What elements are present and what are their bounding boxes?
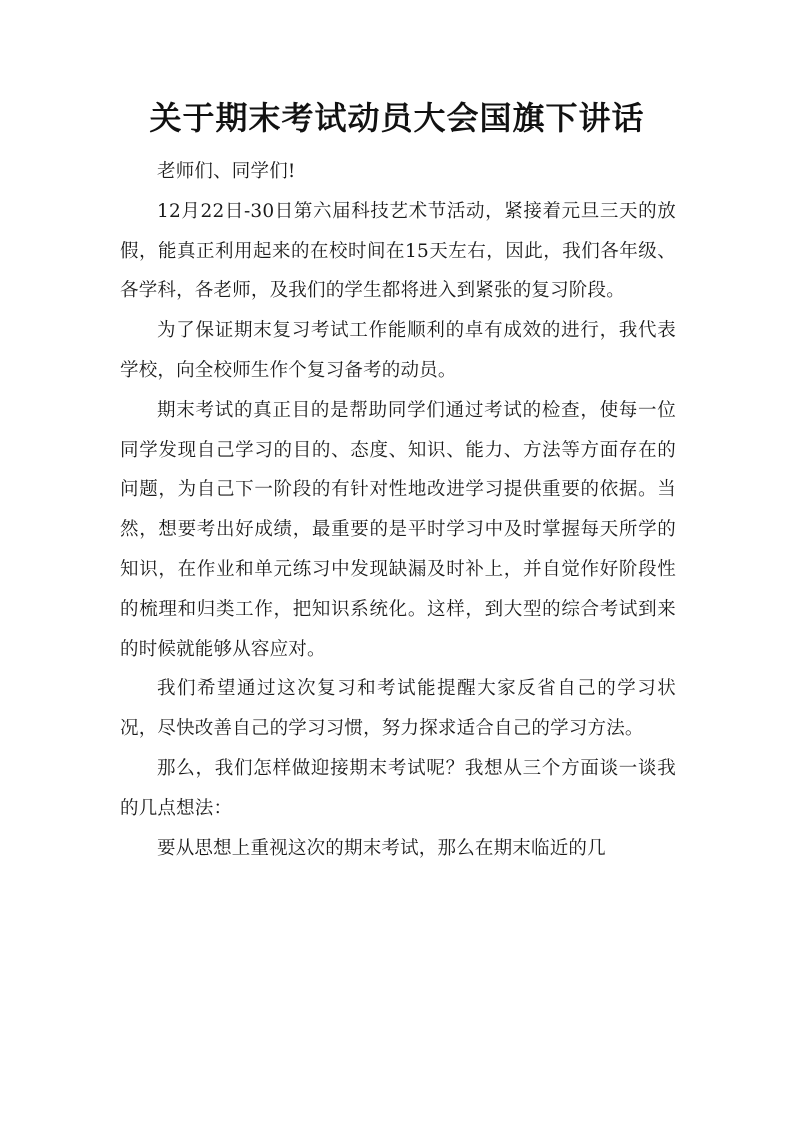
paragraph-thinking: 要从思想上重视这次的期末考试，那么在期末临近的几 [157, 837, 606, 859]
document-title: 关于期末考试动员大会国旗下讲话 [149, 99, 645, 137]
paragraph-mobilization: 为了保证期末复习考试工作能顺利的卓有成效的进行，我代表学校，向全校师生作个复习备考的动员。 [120, 320, 676, 381]
paragraph-question: 那么，我们怎样做迎接期末考试呢？我想从三个方面谈一谈我的几点想法： [120, 757, 676, 819]
paragraph-schedule: 12月22日-30日第六届科技艺术节活动，紧接着元旦三天的放假，能真正利用起来的在校时间在15天左右，因此，我们各年级、各学科，各老师，及我们的学生都将进入到紧张的复习阶段。 [120, 200, 676, 302]
paragraph-exam-purpose: 期末考试的真正目的是帮助同学们通过考试的检查，使每一位同学发现自己学习的目的、态度、知识、能力、方法等方面存在的问题，为自己下一阶段的有针对性地改进学习提供重要的依据。当然，想要考出好成绩，最重要的是平时学习中及时掌握每天所学的知识，在作业和单元练习中发现缺漏及时补上，并自觉作好阶段性的梳理和归类工作，把知识系统化。这样，到大型的综合考试到来的时候就能够从容应对。 [120, 399, 676, 660]
paragraph-hope: 我们希望通过这次复习和考试能提醒大家反省自己的学习状况，尽快改善自己的学习习惯，努力探求适合自己的学习方法。 [120, 678, 676, 740]
document-body [120, 152, 676, 868]
paragraph-greeting: 老师们、同学们! [157, 161, 296, 182]
